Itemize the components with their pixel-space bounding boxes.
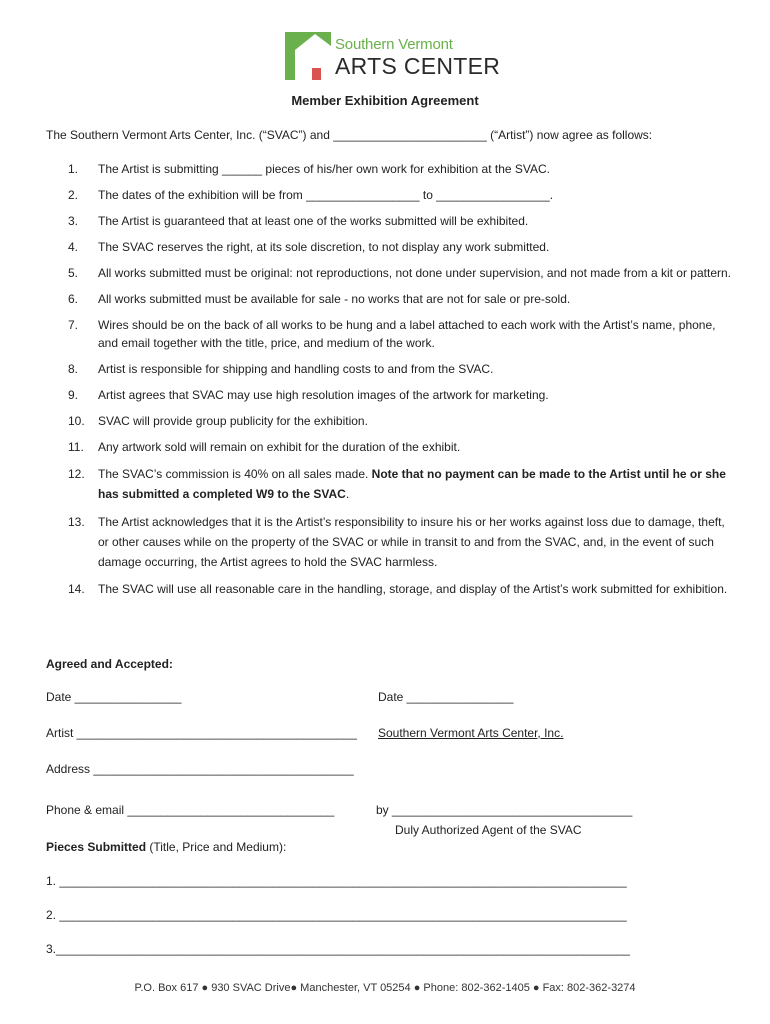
list-item (46, 580, 736, 598)
list-item (46, 238, 736, 256)
term-text: The SVAC’s commission is 40% on all sales made. (98, 467, 372, 481)
term-number: 7. (68, 318, 79, 332)
term-text: Any artwork sold will remain on exhibit for the duration of the exhibit. (98, 440, 461, 454)
term-number: 12. (68, 467, 85, 481)
list-item (46, 212, 736, 230)
term-number: 6. (68, 292, 79, 306)
term-number: 4. (68, 240, 79, 254)
svac-logo (285, 32, 505, 82)
term-text: The Artist acknowledges that it is the Artist’s responsibility to insure his or her works against loss due to damage, theft, or other causes while on the property of the SVAC or while in transit to and from the SVAC, and, in the event of such damage occurring, the Artist agrees to hold the SVAC harmless. (98, 515, 725, 569)
term-text: SVAC will provide group publicity for the exhibition. (98, 414, 368, 428)
logo-line-2: ARTS CENTER (335, 53, 501, 79)
page-title: Member Exhibition Agreement (291, 93, 479, 108)
term-text: All works submitted must be original: not reproductions, not done under supervision, and not made from a kit or pattern. (98, 266, 731, 280)
term-text: The dates of the exhibition will be from _________________ to _________________. (98, 188, 554, 202)
pieces-label: Pieces Submitted (46, 840, 147, 854)
list-item (46, 316, 736, 352)
term-number: 3. (68, 214, 79, 228)
logo-line-1: Southern Vermont (335, 36, 453, 53)
piece-line-2[interactable]: 2. _____________________________________________________________________________________ (46, 908, 627, 922)
term-number: 14. (68, 582, 85, 596)
term-number: 10. (68, 414, 85, 428)
list-item (46, 360, 736, 378)
pieces-heading (46, 840, 286, 854)
piece-line-1[interactable]: 1. _____________________________________________________________________________________ (46, 874, 627, 888)
pieces-hint: (Title, Price and Medium): (146, 840, 287, 854)
list-item (46, 186, 736, 204)
list-item (46, 386, 736, 404)
agreed-heading: Agreed and Accepted: (46, 657, 173, 671)
list-item (46, 464, 736, 504)
piece-line-3[interactable]: 3.______________________________________________________________________________________ (46, 942, 630, 956)
list-item (46, 412, 736, 430)
terms-list (46, 160, 736, 606)
term-bold-note: Note that no payment can be made to the Artist until he or she has submitted a completed W9 to the SVAC (98, 467, 726, 501)
term-text: Artist agrees that SVAC may use high resolution images of the artwork for marketing. (98, 388, 549, 402)
date-field-artist[interactable]: Date ________________ (46, 690, 182, 704)
term-number: 1. (68, 162, 79, 176)
house-logo-icon (285, 32, 331, 80)
term-number: 11. (68, 440, 84, 454)
phone-email-field[interactable]: Phone & email _______________________________ (46, 803, 335, 817)
list-item (46, 290, 736, 308)
term-number: 9. (68, 388, 79, 402)
term-number: 13. (68, 515, 85, 529)
term-text: The Artist is guaranteed that at least one of the works submitted will be exhibited. (98, 214, 529, 228)
agent-caption: Duly Authorized Agent of the SVAC (395, 823, 582, 837)
term-text-end: . (345, 487, 350, 501)
term-number: 8. (68, 362, 79, 376)
term-number: 2. (68, 188, 79, 202)
date-field-svac[interactable]: Date ________________ (378, 690, 514, 704)
svac-name: Southern Vermont Arts Center, Inc. (378, 726, 564, 740)
term-text: All works submitted must be available for sale - no works that are not for sale or pre-sold. (98, 292, 571, 306)
address-field[interactable]: Address _______________________________________ (46, 762, 354, 776)
term-text: The SVAC reserves the right, at its sole discretion, to not display any work submitted. (98, 240, 550, 254)
list-item (46, 512, 736, 572)
by-signature-field[interactable]: by ____________________________________ (376, 803, 633, 817)
list-item (46, 264, 736, 282)
term-text: The Artist is submitting ______ pieces of his/her own work for exhibition at the SVAC. (98, 162, 551, 176)
footer-address: P.O. Box 617 ● 930 SVAC Drive● Manchester, VT 05254 ● Phone: 802-362-1405 ● Fax: 802-362-3274 (134, 982, 636, 994)
term-text: Artist is responsible for shipping and handling costs to and from the SVAC. (98, 362, 494, 376)
term-text: Wires should be on the back of all works to be hung and a label attached to each work with the Artist’s name, phone, and email together with the title, price, and medium of the work. (98, 318, 716, 350)
list-item (46, 438, 736, 456)
term-number: 5. (68, 266, 79, 280)
list-item (46, 160, 736, 178)
term-text: The SVAC will use all reasonable care in the handling, storage, and display of the Artist’s work submitted for exhibition. (98, 582, 728, 596)
artist-field[interactable]: Artist __________________________________________ (46, 726, 357, 740)
intro-text: The Southern Vermont Arts Center, Inc. (“SVAC”) and _______________________ (“Artist”) now agree as follows: (46, 128, 653, 142)
